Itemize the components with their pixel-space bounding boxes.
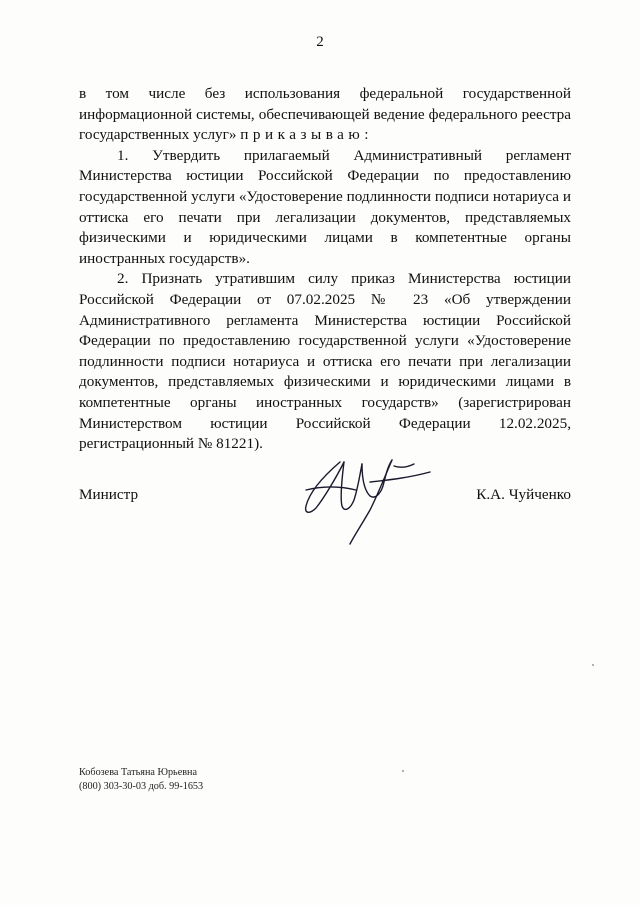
intro-text: в том числе без использования федеральной государственной информационной системы, обеспечивающей ведение федерального реестра государственных услуг»	[79, 85, 571, 144]
decree-word: приказываю	[240, 126, 365, 144]
item-2-paragraph: 2. Признать утратившим силу приказ Министерства юстиции Российской Федерации от 07.02.2025 № 23 «Об утверждении Административного регламента Министерства юстиции Российской Федерации по предоставлению государственной услуги «Удостоверение подлинности подписи нотариуса и оттиска его печати при легализации документов, представляемых физическими и юридическими лицами в компетентные органы иностранных государств» (зарегистрирован Министерством юстиции Российской Федерации 12.02.2025, регистрационный № 81221).	[79, 270, 571, 453]
signatory-role: Министр	[79, 486, 139, 503]
contact-footer	[79, 766, 339, 794]
decree-colon: :	[364, 126, 369, 144]
intro-paragraph	[79, 84, 571, 146]
scan-speck	[592, 664, 594, 666]
page-number: 2	[316, 34, 324, 50]
signature-row	[79, 486, 571, 508]
scan-speck	[402, 770, 404, 772]
document-body	[79, 84, 571, 455]
contact-name: Кобозева Татьяна Юрьевна	[79, 767, 197, 778]
signatory-name: К.А. Чуйченко	[476, 486, 571, 503]
contact-phone: (800) 303-30-03 доб. 99-1653	[79, 781, 204, 792]
item-1-paragraph: 1. Утвердить прилагаемый Административный регламент Министерства юстиции Российской Федерации по предоставлению государственной услуги «Удостоверение подлинности подписи нотариуса и оттиска его печати при легализации документов, представляемых физическими и юридическими лицами в компетентные органы иностранных государств».	[79, 146, 571, 267]
